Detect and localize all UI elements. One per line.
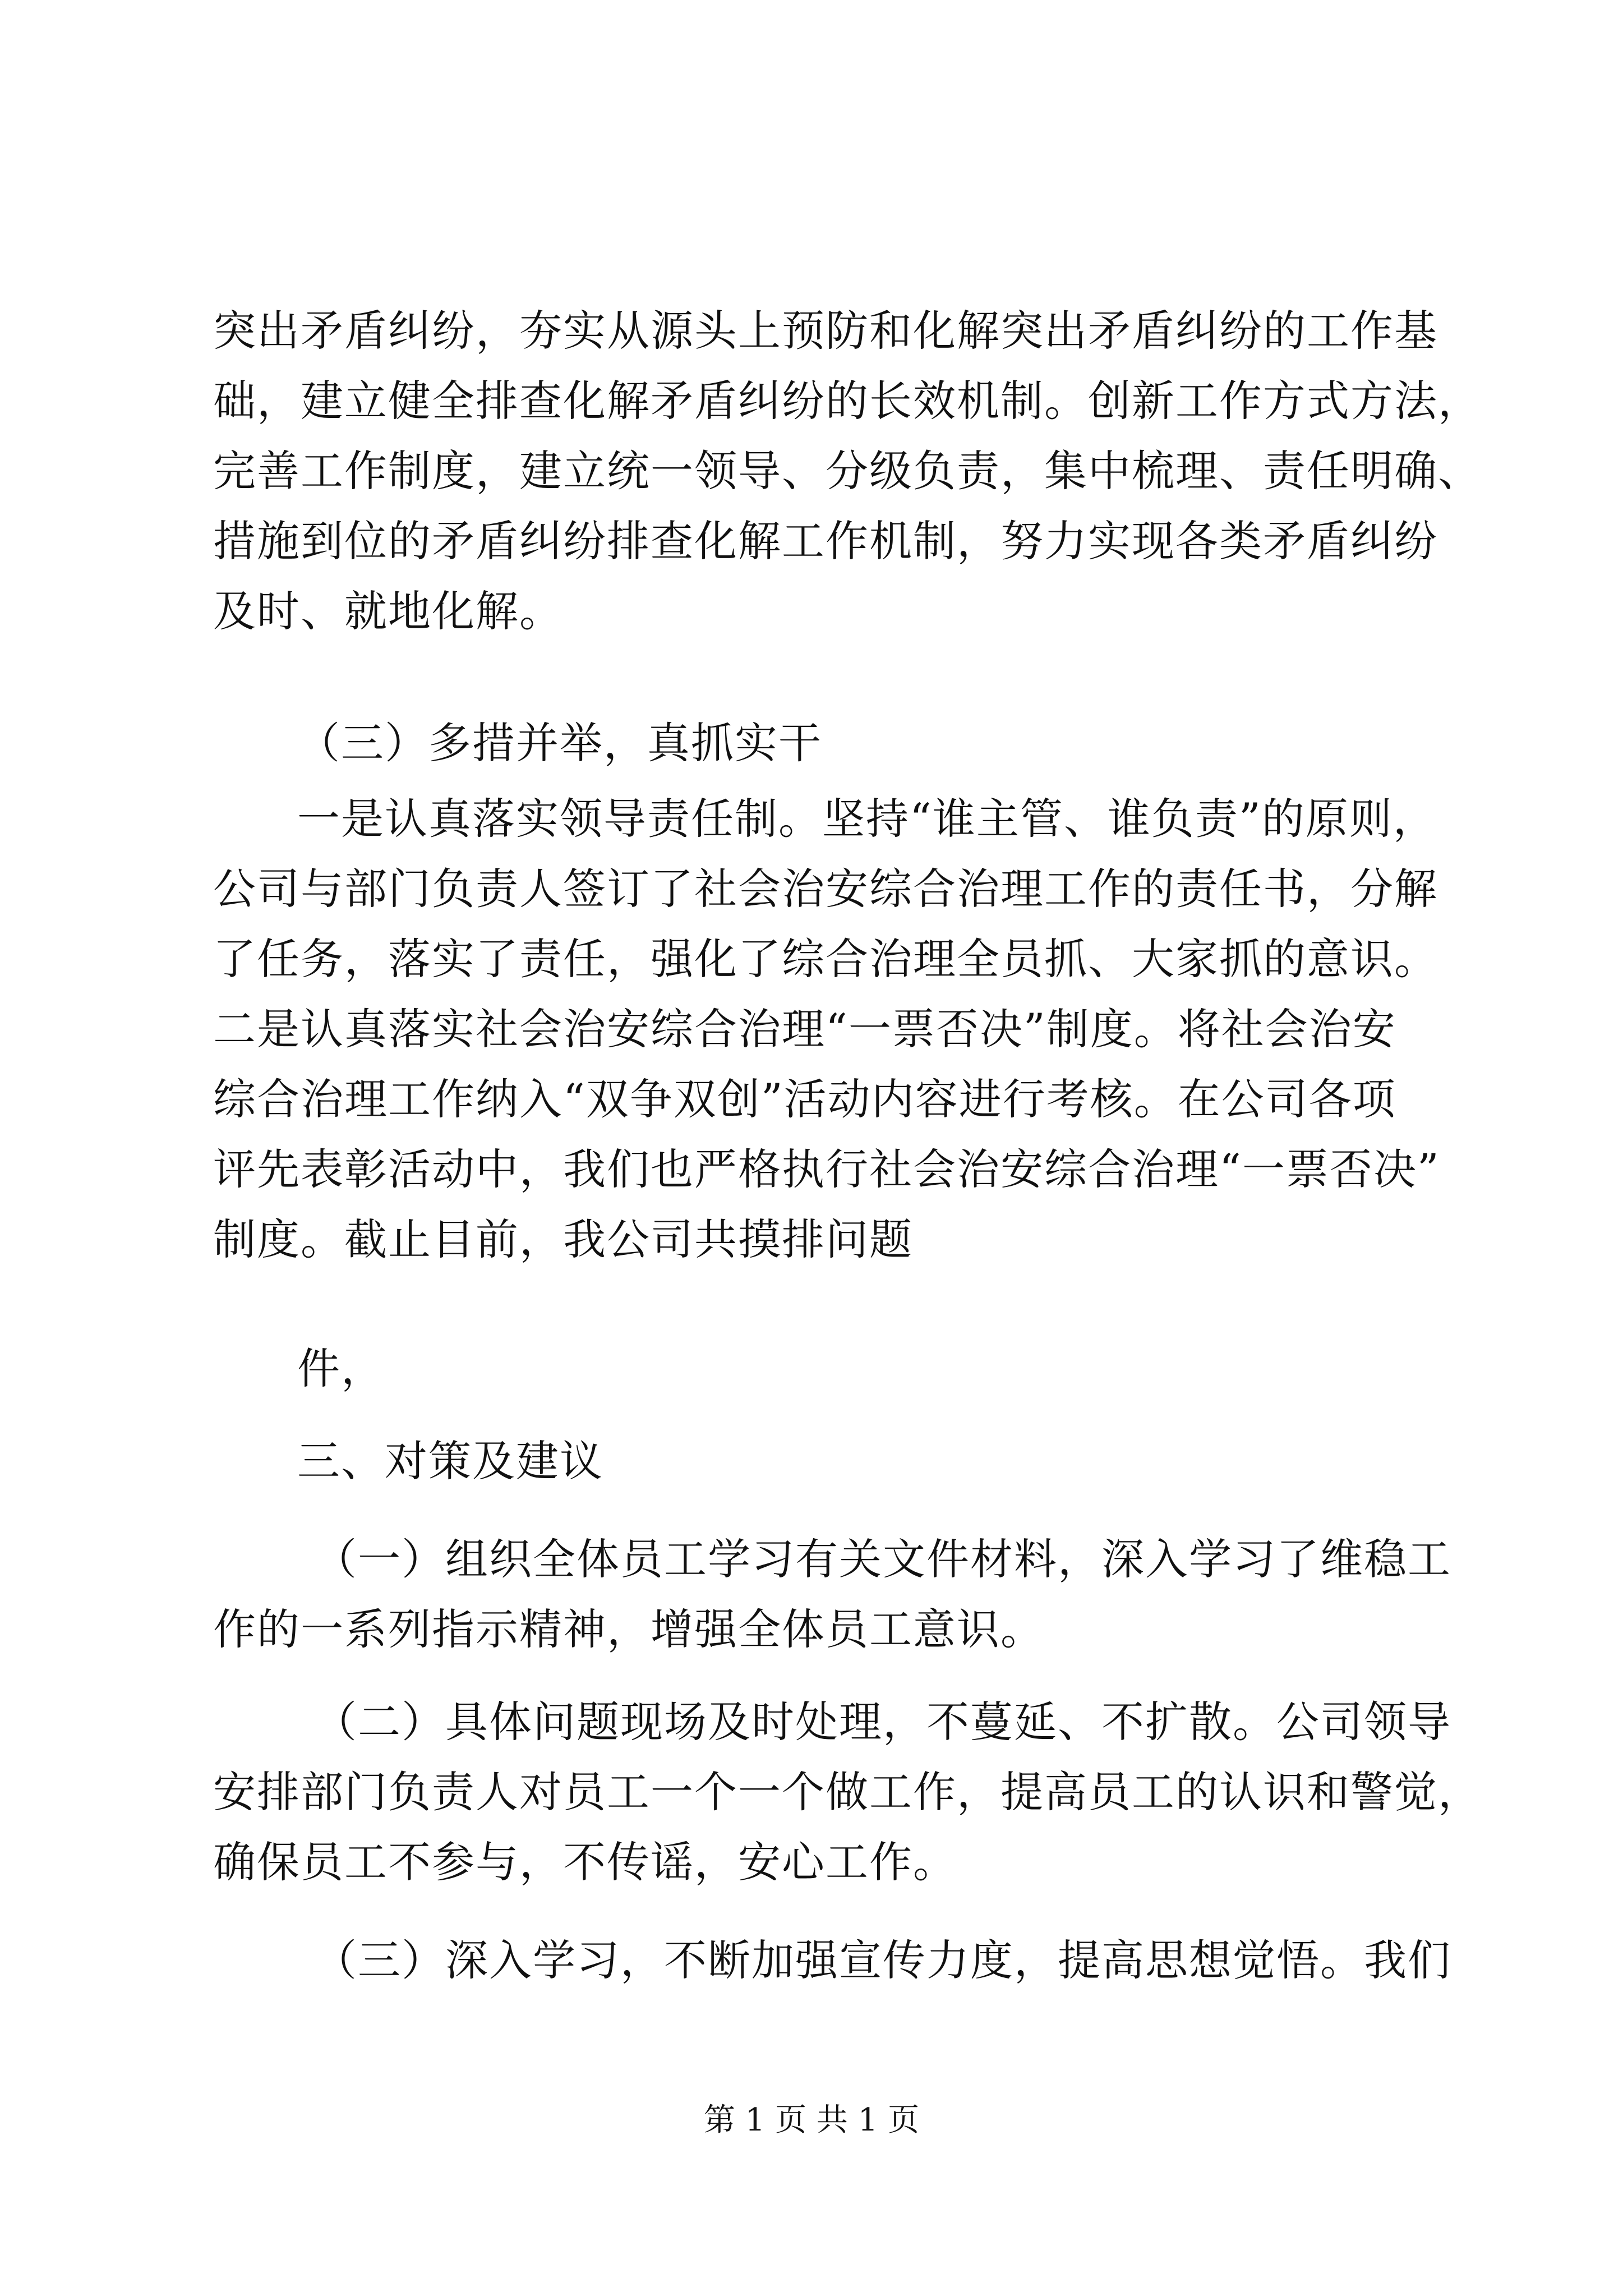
section-heading: （三）多措并举，真抓实干: [297, 718, 822, 768]
text-line: 作的一系列指示精神，增强全体员工意识。: [213, 1604, 1044, 1654]
text-line: 及时、就地化解。: [213, 586, 563, 636]
text-line: 安排部门负责人对员工一个一个做工作，提高员工的认识和警觉，: [213, 1767, 1482, 1817]
text-line: （一）组织全体员工学习有关文件材料，深入学习了维稳工: [314, 1534, 1451, 1584]
text-line: 措施到位的矛盾纠纷排查化解工作机制，努力实现各类矛盾纠纷: [213, 516, 1438, 566]
text-line: 了任务，落实了责任，强化了综合治理全员抓、大家抓的意识。: [213, 934, 1438, 984]
text-line: （二）具体问题现场及时处理，不蔓延、不扩散。公司领导: [314, 1697, 1451, 1747]
text-line: 确保员工不参与，不传谣，安心工作。: [213, 1837, 957, 1887]
text-line: 突出矛盾纠纷，夯实从源头上预防和化解突出矛盾纠纷的工作基: [213, 306, 1438, 356]
text-line: 二是认真落实社会治安综合治理“一票否决”制度。将社会治安: [213, 1004, 1396, 1054]
text-line: 一是认真落实领导责任制。坚持“谁主管、谁负责”的原则，: [297, 794, 1437, 844]
text-line: 制度。截止目前，我公司共摸排问题: [213, 1214, 913, 1264]
page-number-footer: 第 1 页 共 1 页: [703, 2102, 920, 2138]
text-line: 础，建立健全排查化解矛盾纠纷的长效机制。创新工作方式方法，: [213, 376, 1482, 426]
text-line: （三）深入学习，不断加强宣传力度，提高思想觉悟。我们: [314, 1935, 1451, 1985]
text-line: 件，: [297, 1343, 385, 1393]
text-line: 评先表彰活动中，我们也严格执行社会治安综合治理“一票否决”: [213, 1144, 1440, 1194]
section-heading: 三、对策及建议: [297, 1436, 603, 1486]
text-line: 完善工作制度，建立统一领导、分级负责，集中梳理、责任明确、: [213, 446, 1482, 496]
text-line: 公司与部门负责人签订了社会治安综合治理工作的责任书，分解: [213, 864, 1438, 914]
text-line: 综合治理工作纳入“双争双创”活动内容进行考核。在公司各项: [213, 1074, 1396, 1124]
